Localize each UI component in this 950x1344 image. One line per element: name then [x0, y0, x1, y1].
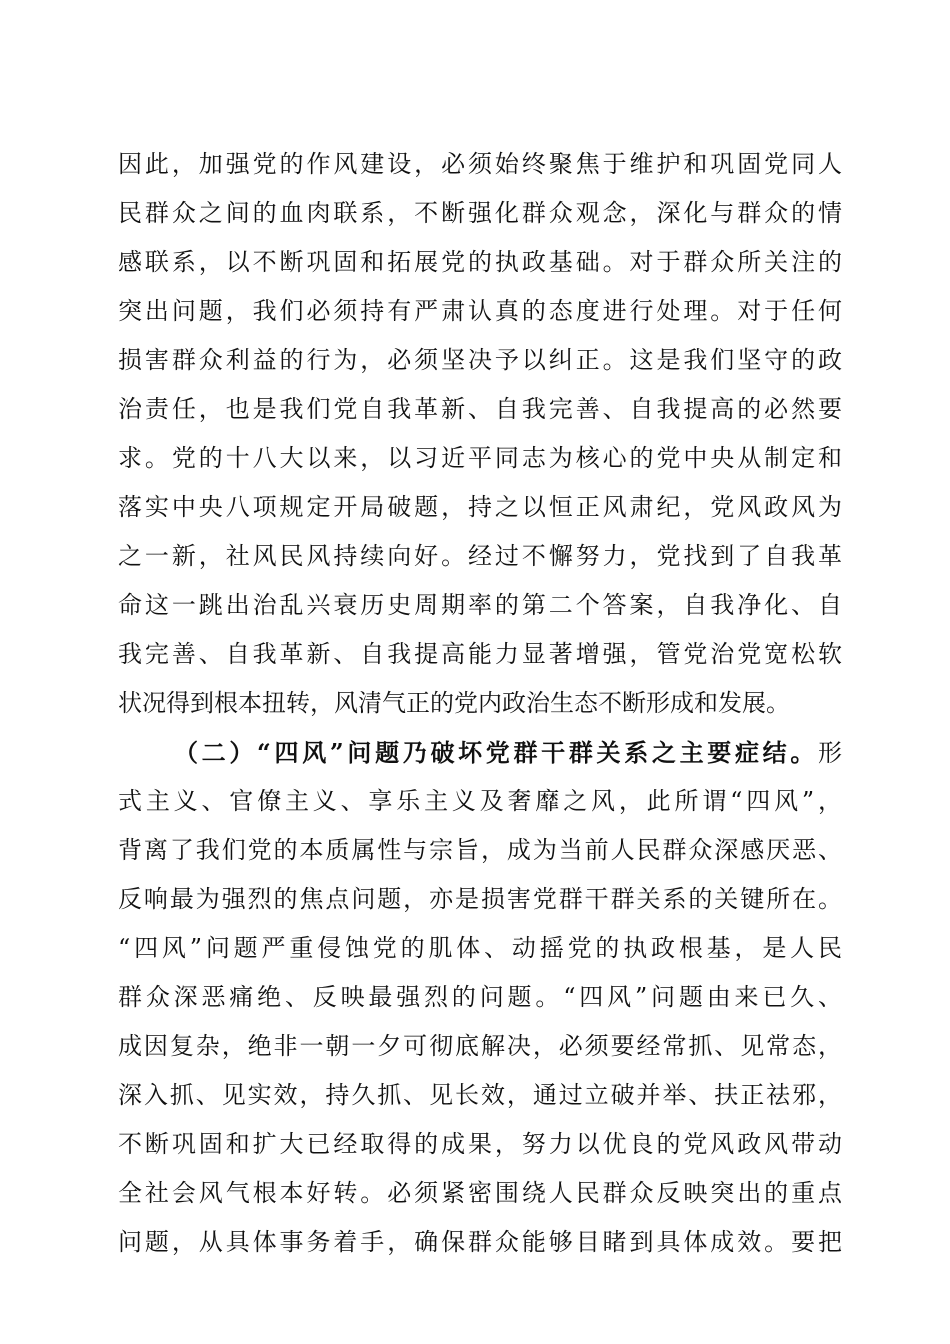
text-line: 治责任，也是我们党自我革新、自我完善、自我提高的必然要: [118, 395, 842, 423]
text-line: 感联系，以不断巩固和拓展党的执政基础。对于群众所关注的: [118, 248, 842, 276]
text-line: 民群众之间的血肉联系，不断强化群众观念，深化与群众的情: [118, 199, 842, 227]
text-line: 反响最为强烈的焦点问题，亦是损害党群干群关系的关键所在。: [118, 885, 842, 913]
heading-line-tail: 形: [818, 739, 842, 767]
text-line: 突出问题，我们必须持有严肃认真的态度进行处理。对于任何: [118, 297, 842, 325]
text-line: 成因复杂，绝非一朝一夕可彻底解决，必须要经常抓、见常态，: [118, 1032, 842, 1060]
text-line: 落实中央八项规定开局破题，持之以恒正风肃纪，党风政风为: [118, 493, 842, 521]
text-line: 损害群众利益的行为，必须坚决予以纠正。这是我们坚守的政: [118, 346, 842, 374]
section-heading: （二）“四风”问题乃破坏党群干群关系之主要症结。: [174, 738, 818, 767]
paragraph-2: [118, 728, 842, 1267]
text-line: 全社会风气根本好转。必须紧密围绕人民群众反映突出的重点: [118, 1179, 842, 1207]
text-line: 式主义、官僚主义、享乐主义及奢靡之风，此所谓“四风”，: [118, 787, 842, 815]
paragraph-1: [118, 140, 842, 728]
text-line: 不断巩固和扩大已经取得的成果，努力以优良的党风政风带动: [118, 1130, 842, 1158]
text-line: 我完善、自我革新、自我提高能力显著增强，管党治党宽松软: [118, 640, 842, 668]
text-line: 之一新，社风民风持续向好。经过不懈努力，党找到了自我革: [118, 542, 842, 570]
text-line: 因此，加强党的作风建设，必须始终聚焦于维护和巩固党同人: [118, 150, 842, 178]
text-line: 命这一跳出治乱兴衰历史周期率的第二个答案，自我净化、自: [118, 591, 842, 619]
body-text: [118, 140, 842, 1267]
text-line: 背离了我们党的本质属性与宗旨，成为当前人民群众深感厌恶、: [118, 836, 842, 864]
text-line: 问题，从具体事务着手，确保群众能够目睹到具体成效。要把: [118, 1228, 842, 1256]
text-line: 深入抓、见实效，持久抓、见长效，通过立破并举、扶正祛邪，: [118, 1081, 842, 1109]
text-line: 状况得到根本扭转，风清气正的党内政治生态不断形成和发展。: [118, 689, 790, 717]
text-line: 求。党的十八大以来，以习近平同志为核心的党中央从制定和: [118, 444, 842, 472]
section-heading-line: [118, 728, 842, 777]
text-line: “四风”问题严重侵蚀党的肌体、动摇党的执政根基，是人民: [118, 934, 842, 962]
text-line: 群众深恶痛绝、反映最强烈的问题。“四风”问题由来已久、: [118, 983, 842, 1011]
